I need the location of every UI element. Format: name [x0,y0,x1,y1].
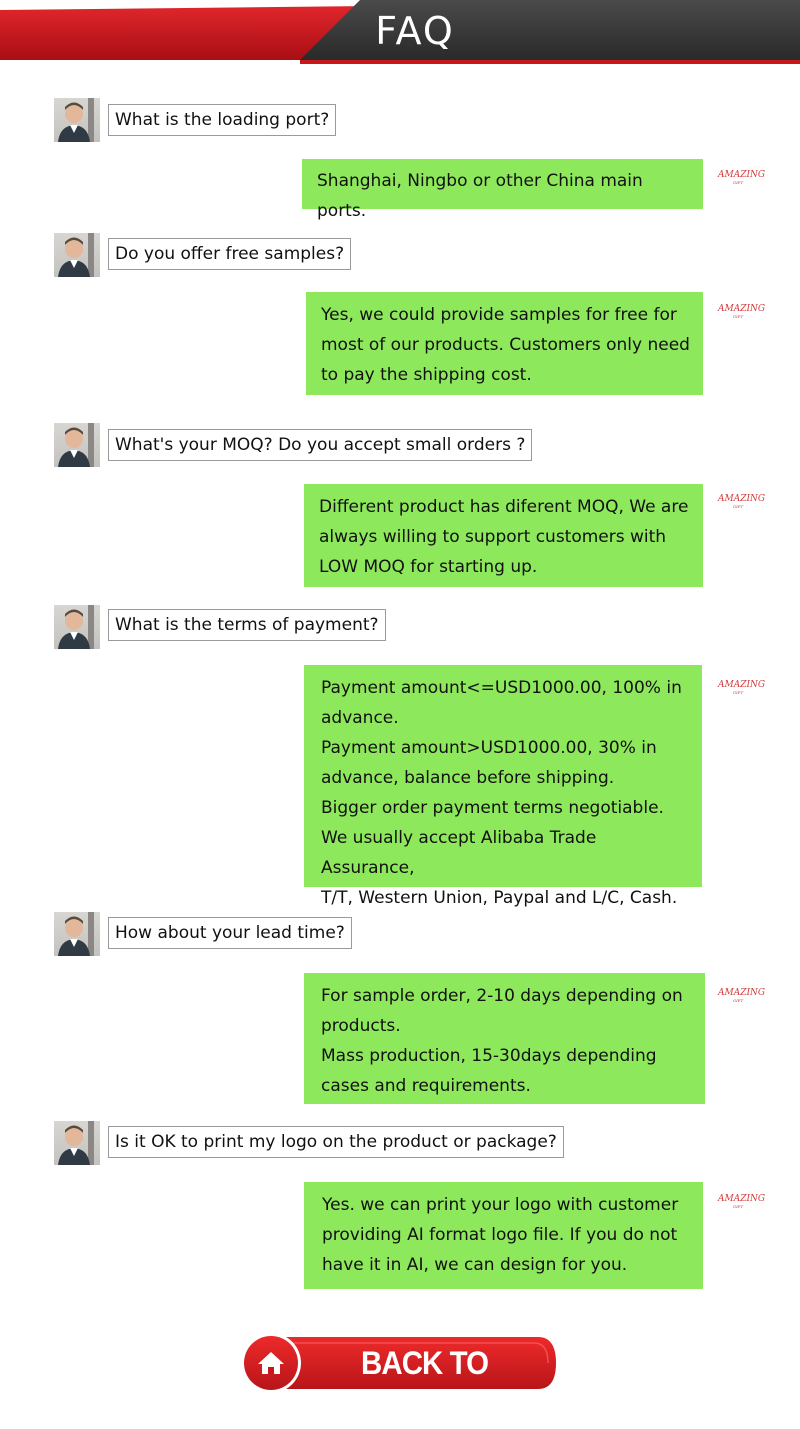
brand-logo: AMAZING GIFT [718,304,766,319]
faq-answer: Yes, we could provide samples for free for most of our products. Customers only need to pay the shipping cost. [306,292,703,395]
page-title: FAQ [375,9,455,53]
faq-question: What's your MOQ? Do you accept small orders ? [108,429,532,461]
faq-question: How about your lead time? [108,917,352,949]
avatar [54,912,100,956]
avatar [54,98,100,142]
faq-answer: For sample order, 2-10 days depending on products. Mass production, 15-30days depending cases and requirements. [304,973,705,1104]
faq-header [0,0,800,64]
avatar [54,605,100,649]
back-to-home-button[interactable] [238,1333,560,1425]
faq-question: What is the loading port? [108,104,336,136]
brand-logo: AMAZING GIFT [718,494,766,509]
brand-logo: AMAZING GIFT [718,988,766,1003]
faq-answer: Payment amount<=USD1000.00, 100% in advance. Payment amount>USD1000.00, 30% in advance, balance before shipping. Bigger order payment terms negotiable. We usually accept Alibaba Trade Assurance, T/T, Western Union, Paypal and L/C, Cash. [304,665,702,887]
avatar [54,1121,100,1165]
avatar [54,423,100,467]
faq-question: What is the terms of payment? [108,609,386,641]
faq-question: Do you offer free samples? [108,238,351,270]
back-to-home-label: BACK TO HOME [361,1345,489,1425]
faq-answer: Shanghai, Ningbo or other China main ports. [302,159,703,209]
faq-question: Is it OK to print my logo on the product or package? [108,1126,564,1158]
brand-logo: AMAZING GIFT [718,1194,766,1209]
faq-answer: Yes. we can print your logo with customer providing AI format logo file. If you do not have it in AI, we can design for you. [304,1182,703,1289]
faq-answer: Different product has diferent MOQ, We are always willing to support customers with LOW MOQ for starting up. [304,484,703,587]
brand-logo: AMAZING GIFT [718,680,766,695]
brand-logo: AMAZING GIFT [718,170,766,185]
avatar [54,233,100,277]
